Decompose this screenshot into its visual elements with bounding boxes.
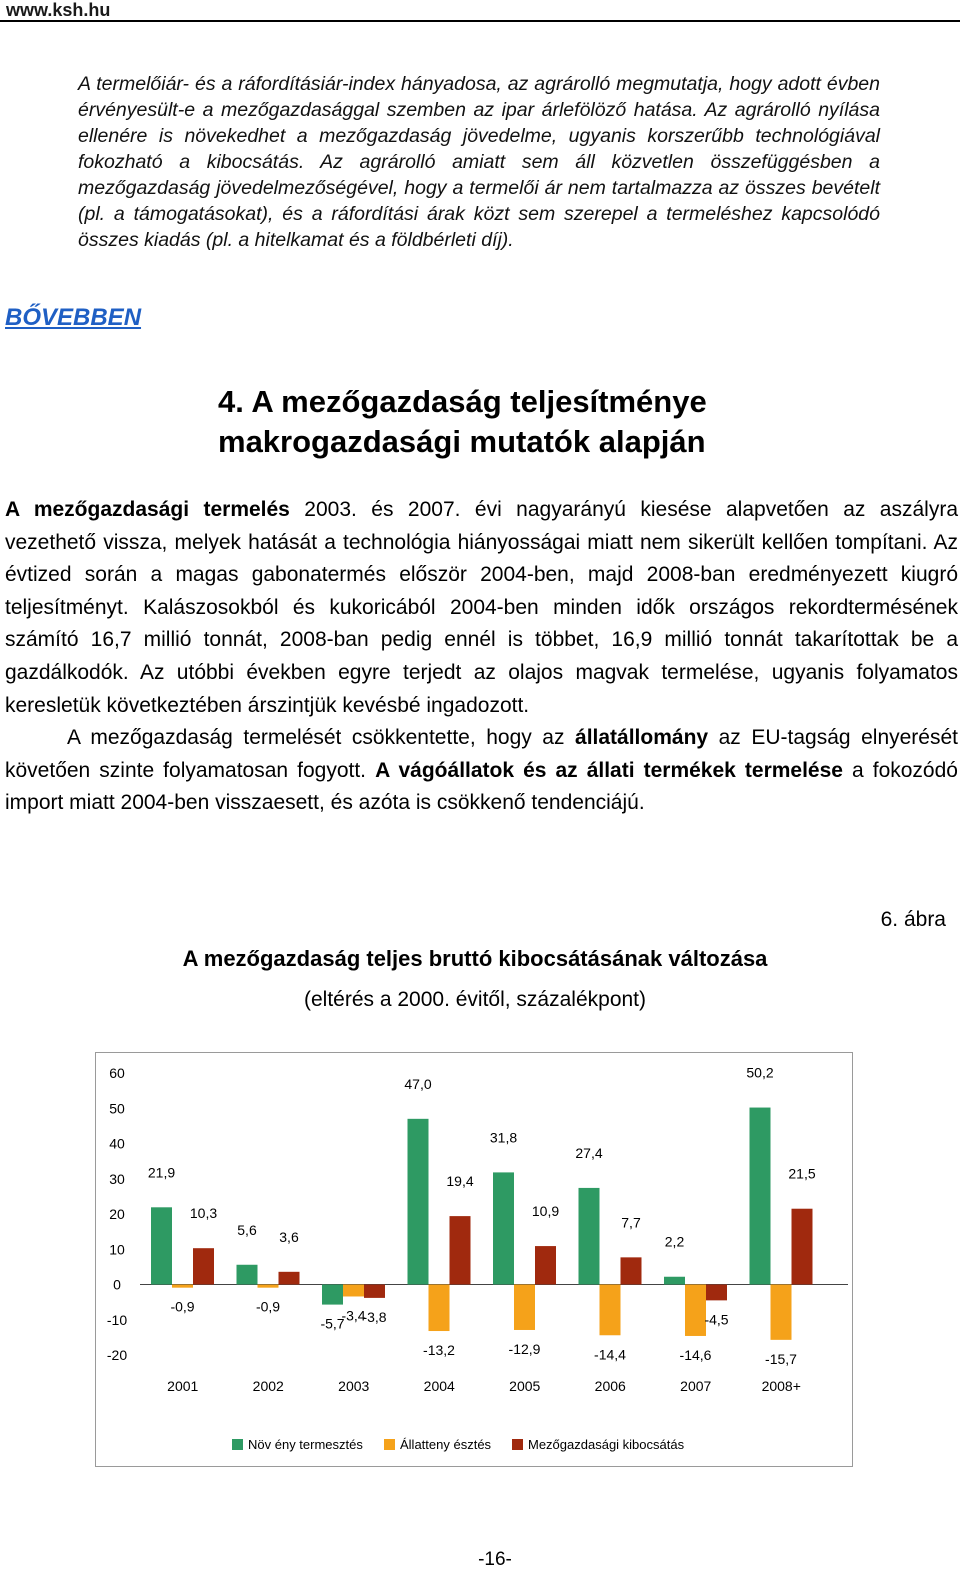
bar-3	[193, 1248, 214, 1284]
data-label: 21,9	[147, 1164, 176, 1181]
chart-subtitle: (eltérés a 2000. évitől, százalékpont)	[303, 988, 647, 1011]
bar-1	[322, 1285, 343, 1305]
data-label: 7,7	[621, 1214, 641, 1231]
data-label: -12,9	[508, 1340, 541, 1357]
x-tick-label: 2007	[680, 1378, 712, 1394]
bar-3	[706, 1285, 727, 1301]
data-label: 10,9	[531, 1203, 560, 1220]
data-label: -4,5	[704, 1311, 729, 1328]
bar-3	[621, 1257, 642, 1284]
bar-3	[535, 1246, 556, 1284]
section-title: 4. A mezőgazdaság teljesítménye makrogazdasági mutatók alapján	[218, 384, 707, 459]
data-label: 47,0	[404, 1075, 432, 1092]
body-text	[5, 494, 958, 820]
bar-1	[408, 1119, 429, 1285]
y-tick-label: 20	[109, 1206, 125, 1222]
data-label: 10,3	[189, 1205, 218, 1222]
legend-swatch	[232, 1439, 243, 1450]
bar-2	[343, 1285, 364, 1297]
data-label: -0,9	[170, 1298, 195, 1315]
data-label: -3,8	[362, 1308, 387, 1325]
bold-phrase: állatállomány	[575, 726, 709, 750]
bar-3	[450, 1216, 471, 1284]
legend-label: Növ ény termesztés	[248, 1437, 363, 1452]
figure-number: 6. ábra	[880, 908, 946, 931]
y-tick-label: 10	[109, 1241, 125, 1258]
bar-1	[750, 1108, 771, 1285]
bar-2	[771, 1285, 792, 1340]
y-tick-label: -10	[106, 1311, 128, 1328]
legend-swatch	[384, 1439, 395, 1450]
paragraph-text: az EU-tagság elnyerését követően szinte folyamatosan fogyott.	[5, 726, 958, 782]
bar-3	[279, 1272, 300, 1285]
y-tick-label: 40	[109, 1135, 125, 1152]
data-label: -15,7	[765, 1350, 797, 1367]
bar-1	[493, 1172, 514, 1284]
page-number: -16-	[478, 1549, 512, 1570]
bar-3	[364, 1285, 385, 1298]
data-label: -13,2	[423, 1342, 455, 1359]
info-box-text: A termelőiár- és a ráfordításiár-index hányadosa, az agrárolló megmutatja, hogy adott évben érvényesült-e a mezőgazdasággal szemben az ipar árlefölöző hatása. Az agrárolló nyílása ellenére is növekedhet a mezőgazdaság jövedelme, ugyanis korszerűbb technológiával fokozható a kibocsátás. Az agrárolló amiatt sem áll közvetlen összefüggésben a mezőgazdaság jövedelmezőségével, hogy a termelői ár nem tartalmazza az összes bevételt (pl. a támogatásokat), és a ráfordítási árak közt sem szerepel a termeléshez kapcsolódó összes kiadás (pl. a hitelkamat és a földbérleti díj).	[78, 73, 880, 251]
data-label: 5,6	[237, 1221, 257, 1238]
paragraph-1	[5, 494, 958, 722]
y-tick-label: 60	[109, 1065, 125, 1081]
bar-2	[600, 1285, 621, 1336]
data-label: -14,4	[594, 1346, 626, 1363]
legend-label: Állatteny észtés	[400, 1437, 492, 1452]
legend-swatch	[512, 1439, 523, 1450]
data-label: 27,4	[575, 1144, 603, 1161]
bar-1	[579, 1188, 600, 1285]
x-tick-label: 2006	[594, 1378, 626, 1394]
chart-title: A mezőgazdaság teljes bruttó kibocsátásának változása	[182, 946, 768, 971]
y-tick-label: 50	[109, 1100, 125, 1117]
y-tick-label: -20	[106, 1347, 128, 1363]
bold-phrase: A vágóállatok és az állati termékek termelése	[375, 758, 843, 782]
bar-2	[429, 1285, 450, 1332]
bar-1	[664, 1277, 685, 1285]
more-link[interactable]: BŐVEBBEN	[5, 304, 142, 331]
x-tick-label: 2008+	[761, 1378, 801, 1394]
bar-2	[258, 1285, 279, 1288]
chart-frame	[95, 1052, 853, 1467]
bar-1	[151, 1207, 172, 1284]
data-label: -3,4	[341, 1307, 366, 1324]
paragraph-text: 2003. és 2007. évi nagyarányú kiesése alapvetően az aszályra vezethető vissza, melyek hatását a technológia hiányosságai miatt nem sikerült kellően tompítani. Az évtized során a magas gabonatermés először 2004-ben, majd 2008-ban eredményezett kiugró teljesítményt. Kalászosokból és kukoricából 2004-ben minden idők országos rekordtermésének számító 16,7 millió tonnát, 2008-ban pedig ennél is többet, 16,9 millió tonnát takarítottak be a gazdálkodók. Az utóbbi években egyre terjedt az olajos magvak termelése, ugyanis folyamatos keresletük következtében árszintjük kevésbé ingadozott.	[5, 498, 958, 717]
legend-label: Mezőgazdasági kibocsátás	[528, 1437, 685, 1452]
x-tick-label: 2004	[423, 1378, 455, 1394]
bar-3	[792, 1209, 813, 1285]
x-tick-label: 2001	[167, 1378, 199, 1394]
paragraph-text: a fokozódó import miatt 2004-ben visszaesett, és azóta is csökkenő tendenciájú.	[5, 758, 958, 815]
header-rule	[0, 20, 960, 22]
bold-phrase: A mezőgazdasági termelés	[5, 498, 290, 521]
site-url[interactable]: www.ksh.hu	[6, 0, 111, 20]
bar-1	[237, 1265, 258, 1285]
x-tick-label: 2002	[252, 1378, 284, 1394]
data-label: 3,6	[279, 1228, 299, 1245]
data-label: 31,8	[489, 1129, 518, 1146]
paragraph-2	[5, 722, 958, 820]
data-label: 19,4	[446, 1173, 474, 1190]
x-tick-label: 2005	[509, 1378, 541, 1394]
bar-2	[514, 1285, 535, 1330]
y-tick-label: 30	[109, 1170, 125, 1187]
data-label: 21,5	[788, 1165, 816, 1182]
data-label: -14,6	[679, 1346, 712, 1363]
y-tick-label: 0	[113, 1276, 121, 1293]
x-tick-label: 2003	[338, 1378, 370, 1394]
data-label: 50,2	[746, 1064, 774, 1081]
bar-2	[685, 1285, 706, 1336]
data-label: -0,9	[255, 1298, 281, 1315]
data-label: -5,7	[320, 1315, 345, 1332]
paragraph-text: A mezőgazdaság termelését csökkentette, hogy az	[67, 726, 576, 750]
data-label: 2,2	[664, 1233, 685, 1250]
bar-chart	[96, 1053, 854, 1468]
bar-2	[172, 1285, 193, 1288]
